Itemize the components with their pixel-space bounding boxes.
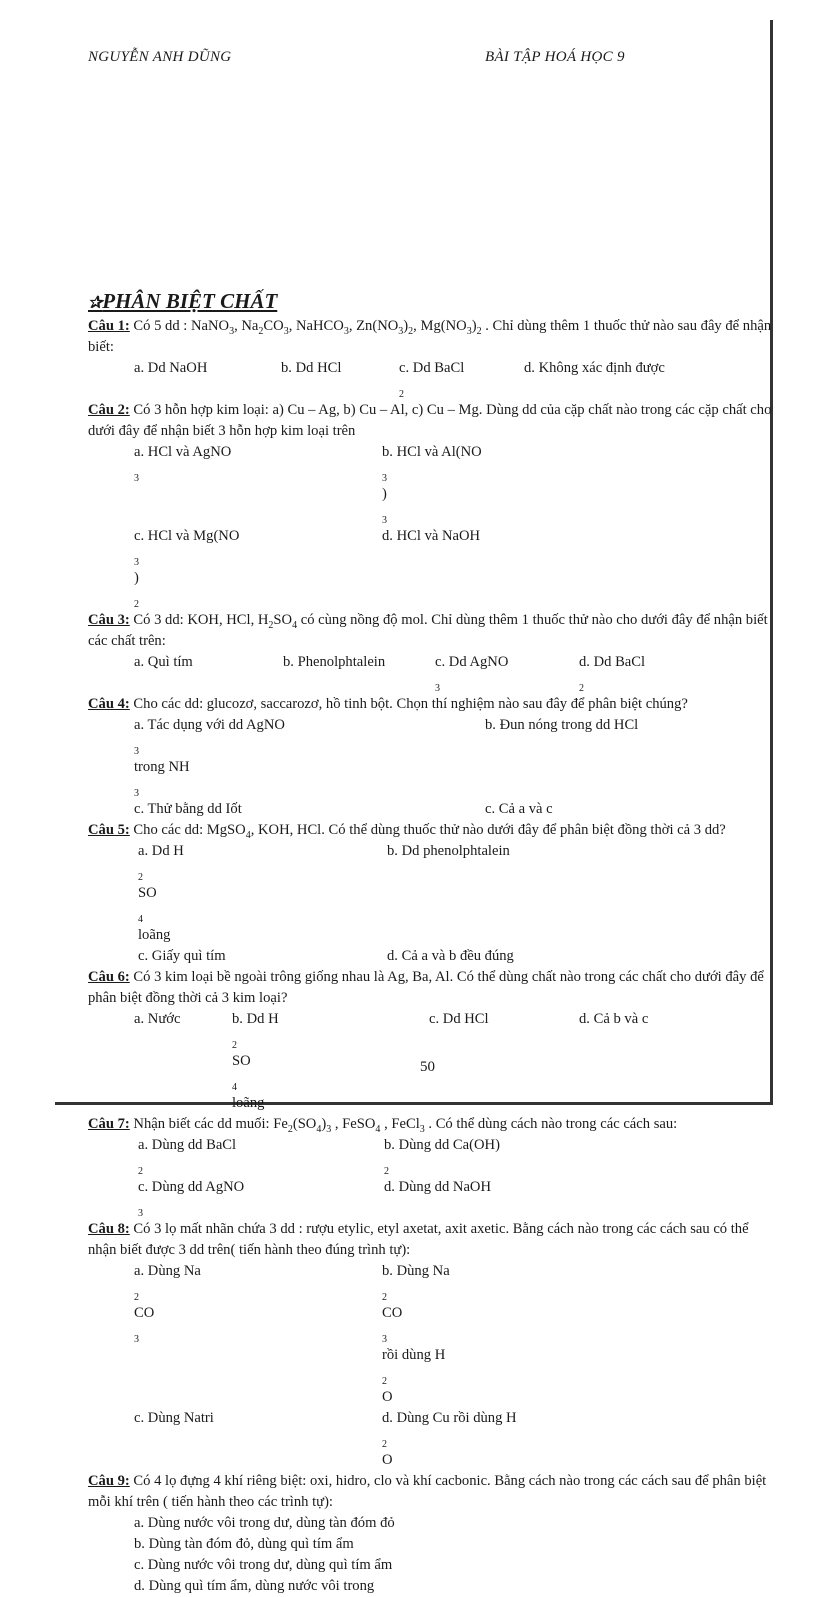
question-9-option-a: a. Dùng nước vôi trong dư, dùng tàn đóm đỏ [134, 1515, 395, 1531]
option-c: c. Dùng Natri [134, 1410, 214, 1426]
question-label: Câu 9: [88, 1473, 130, 1489]
option-a: a. Tác dụng với dd AgNO $_3$ trong NH $_3$ [134, 717, 285, 799]
option-b: b. Dd HCl [281, 360, 342, 376]
question-label: Câu 4: [88, 696, 130, 712]
question-label: Câu 6: [88, 969, 130, 985]
question-2-stem: Câu 2: Có 3 hỗn hợp kim loại: a) Cu – Ag, b) Cu – Al, c) Cu – Mg. Dùng dd của cặp chất nào trong các cặp chất cho dưới đây để nhận biết 3 hỗn hợp kim loại trên [88, 402, 772, 439]
question-7-stem: Câu 7: Nhận biết các dd muối: $Fe_2(SO_4)_3$ , FeSO$_4$ , FeCl$_3$ . Có thể dùng cách nào trong các cách sau: [88, 1116, 678, 1135]
question-list [88, 316, 773, 1597]
star-icon: ✰ [88, 293, 103, 312]
section-title-text: PHÂN BIỆT CHẤT [102, 289, 278, 313]
option-a: a. Dd NaOH [134, 360, 208, 376]
option-c: c. Thử bằng dd Iốt [134, 801, 242, 817]
option-b: b. Dùng dd Ca(OH) $_2$ [384, 1137, 500, 1177]
option-c: c. Dd HCl [429, 1011, 489, 1027]
option-d: d. Không xác định được [524, 360, 665, 376]
option-c: c. Dd AgNO $_3$ [435, 654, 509, 694]
question-5-options-row1 [88, 841, 773, 946]
option-a: a. Dd H $_2$ SO $_4$ loãng [138, 843, 184, 943]
option-b: b. Dd H $_2$ SO $_4$ loãng [232, 1011, 279, 1111]
question-8-options-row2 [88, 1408, 773, 1471]
question-5-stem: Câu 5: Cho các dd: MgSO$_4$, KOH, HCl. Có thể dùng thuốc thử nào dưới đây để phân biệt đồng thời cả 3 dd? [88, 822, 726, 841]
option-a: a. Dùng Na $_2$ CO $_3$ [134, 1263, 201, 1345]
question-6-stem: Câu 6: Có 3 kim loại bề ngoài trông giống nhau là Ag, Ba, Al. Có thể dùng chất nào trong các chất cho dưới đây để phân biệt đồng thời cả 3 kim loại? [88, 969, 764, 1006]
question-8-options-row1 [88, 1261, 773, 1408]
header-author: NGUYỄN ANH DŨNG [88, 49, 232, 65]
option-b: b. Phenolphtalein [283, 654, 386, 670]
option-d: d. Dd BaCl $_2$ [579, 654, 646, 694]
question-9-option-c: c. Dùng nước vôi trong dư, dùng quì tím ẩm [134, 1557, 393, 1573]
question-4-stem: Câu 4: Cho các dd: glucozơ, saccarozơ, hồ tinh bột. Chọn thí nghiệm nào sau đây để phân biệt chúng? [88, 696, 688, 712]
question-label: Câu 8: [88, 1221, 130, 1237]
option-b: b. HCl và Al(NO $_3$ ) $_3$ [382, 444, 482, 526]
option-b: b. Dùng Na $_2$ CO $_3$ rồi dùng H $_2$ O [382, 1263, 450, 1405]
option-d: d. Dùng Cu rồi dùng H $_2$ O [382, 1410, 517, 1468]
question-label: Câu 1: [88, 318, 130, 334]
question-2-options-row1 [88, 442, 773, 526]
header-book-title: BÀI TẬP HOÁ HỌC 9 [485, 49, 625, 65]
question-2-options-row2 [88, 526, 773, 610]
option-a: a. Nước [134, 1011, 181, 1027]
question-7-options-row1 [88, 1135, 773, 1177]
option-b: b. Dd phenolphtalein [387, 843, 510, 859]
question-8-stem: Câu 8: Có 3 lọ mất nhãn chứa 3 dd : rượu etylic, etyl axetat, axit axetic. Bằng cách nào trong các cách sau có thể nhận biết được 3 dd trên( tiến hành theo đúng trình tự): [88, 1221, 749, 1258]
option-a: a. Dùng dd BaCl $_2$ [138, 1137, 237, 1177]
option-c: c. HCl và Mg(NO $_3$ ) $_2$ [134, 528, 240, 610]
option-a: a. HCl và AgNO $_3$ [134, 444, 232, 484]
question-label: Câu 3: [88, 612, 130, 628]
question-3-options [88, 652, 773, 694]
option-d: d. Dùng dd NaOH [384, 1179, 492, 1195]
option-d: d. Cả a và b đều đúng [387, 948, 514, 964]
question-1-stem: Câu 1: Có 5 dd : NaNO$_3$, $Na_2CO_3$, NaHCO$_3$, $Zn(NO_3)_2$, $Mg(NO_3)_2$ . Chỉ dùng thêm 1 thuốc thử nào sau đây để nhận biết: [88, 318, 772, 355]
option-d: d. HCl và NaOH [382, 528, 481, 544]
question-label: Câu 7: [88, 1116, 130, 1132]
question-label: Câu 2: [88, 402, 130, 418]
question-7-options-row2 [88, 1177, 773, 1219]
question-9-option-d: d. Dùng quì tím ẩm, dùng nước vôi trong [134, 1578, 375, 1594]
option-c: c. Dùng dd AgNO $_3$ [138, 1179, 245, 1219]
question-4-options-row1 [88, 715, 773, 799]
question-4-options-row2 [88, 799, 773, 820]
option-c: c. Giấy quì tím [138, 948, 226, 964]
page-number: 50 [420, 1059, 435, 1075]
question-9-option-b: b. Dùng tàn đóm đỏ, dùng quì tím ẩm [134, 1536, 354, 1552]
section-title [88, 289, 277, 314]
question-5-options-row2 [88, 946, 773, 967]
option-c-second: c. Cả a và c [485, 801, 553, 817]
option-b: b. Đun nóng trong dd HCl [485, 717, 639, 733]
question-1-options [88, 358, 773, 400]
option-d: d. Cả b và c [579, 1011, 649, 1027]
question-9-stem: Câu 9: Có 4 lọ đựng 4 khí riêng biệt: oxi, hidro, clo và khí cacbonic. Bằng cách nào trong các cách sau để phân biệt mỗi khí trên ( tiến hành theo các trình tự): [88, 1473, 767, 1510]
question-3-stem: Câu 3: Có 3 dd: KOH, HCl, $H_2SO_4$ có cùng nồng độ mol. Chỉ dùng thêm 1 thuốc thử nào cho dưới đây để nhận biết các chất trên: [88, 612, 768, 649]
question-label: Câu 5: [88, 822, 130, 838]
option-a: a. Quì tím [134, 654, 193, 670]
option-c: c. Dd BaCl $_2$ [399, 360, 465, 400]
